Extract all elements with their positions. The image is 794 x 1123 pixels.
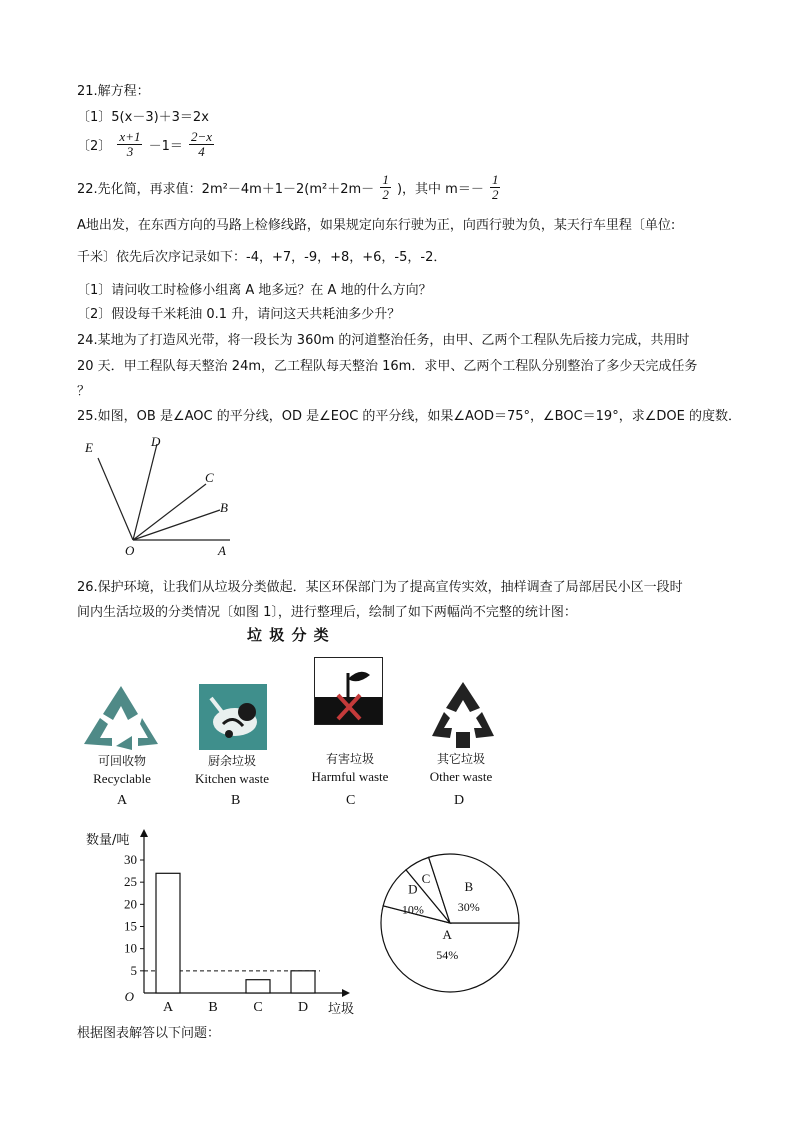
label-b: B — [220, 500, 228, 515]
y-tick-label: 25 — [124, 874, 137, 890]
q21-fraction-2 — [189, 130, 214, 159]
q21-part2-mid: －1＝ — [148, 139, 183, 154]
caption-d-en: Other waste — [429, 769, 493, 784]
pie-label: D — [408, 881, 418, 897]
y-tick-label: 30 — [124, 852, 137, 867]
caption-c-cn: 有害垃圾 — [325, 752, 374, 766]
x-tick-label: A — [162, 1000, 174, 1015]
q22-prefix: 22.先化简，再求值：2m²－4m＋1－2(m²＋2m－ — [77, 182, 375, 197]
bar-chart — [82, 825, 372, 1020]
q21-part2 — [77, 130, 216, 159]
letter-a: A — [117, 793, 128, 808]
panel-title: 垃 圾 分 类 — [247, 626, 330, 644]
harmful-waste-icon — [314, 657, 383, 725]
label-o: O — [125, 543, 135, 558]
letter-c: C — [346, 793, 356, 808]
origin-label: O — [124, 989, 134, 1004]
caption-b — [180, 753, 284, 787]
pie-label: B — [464, 879, 474, 895]
caption-a-cn: 可回收物 — [97, 754, 146, 768]
letter-b: B — [231, 793, 241, 808]
q21-title: 21.解方程： — [77, 84, 150, 99]
caption-b-en: Kitchen waste — [194, 771, 269, 786]
bar — [156, 873, 180, 993]
y-axis-label: 数量/吨 — [86, 833, 130, 848]
caption-b-cn: 厨余垃圾 — [207, 754, 256, 768]
bar — [291, 971, 315, 993]
x-axis-label: 垃圾 — [328, 1002, 355, 1017]
ray-oc — [133, 484, 206, 540]
letter-d: D — [454, 793, 465, 808]
ray-oe — [98, 458, 133, 540]
angle-diagram — [80, 430, 250, 560]
fraction-numerator: 2−x — [191, 129, 213, 144]
q23-sub2: 〔2〕假设每千米耗油 0.1 升，请问这天共耗油多少升？ — [77, 307, 401, 322]
caption-a-en: Recyclable — [93, 771, 151, 786]
pie-label: C — [421, 871, 431, 887]
kitchen-waste-icon — [199, 684, 267, 750]
q24-line3: ？ — [77, 384, 91, 399]
q22-line — [77, 173, 502, 202]
fraction-denominator: 2 — [382, 187, 389, 202]
fraction-denominator: 2 — [491, 187, 499, 202]
label-c: C — [205, 470, 214, 485]
x-tick-label: D — [297, 1000, 309, 1015]
fraction-denominator: 3 — [126, 144, 134, 159]
ray-ob — [133, 510, 220, 540]
q24-line1: 24.某地为了打造风光带，将一段长为 360m 的河道整治任务，由甲、乙两个工程队先后接力完成，共用时 — [77, 333, 690, 348]
q21-part1-expr: 5(x－3)＋3＝2x — [111, 110, 209, 125]
label-a: A — [218, 543, 226, 558]
ray-od — [133, 444, 157, 540]
caption-a — [72, 753, 172, 787]
bar — [246, 980, 270, 993]
fraction-numerator: 1 — [382, 172, 389, 187]
pie-percent: 30% — [457, 900, 480, 915]
y-tick-label: 5 — [130, 962, 137, 978]
y-axis-arrow-icon — [140, 829, 148, 837]
pie-chart — [375, 848, 525, 998]
pie-percent: 10% — [401, 902, 424, 917]
q21-fraction-1 — [117, 130, 142, 159]
q24-line2: 20 天．甲工程队每天整治 24m，乙工程队每天整治 16m．求甲、乙两个工程队分别整治了多少天完成任务 — [77, 359, 698, 374]
pie-percent: 54% — [436, 947, 459, 962]
y-tick-label: 15 — [124, 918, 137, 934]
recycle-icon — [82, 684, 160, 750]
caption-d — [412, 751, 510, 785]
q22-mid: )，其中 m＝－ — [396, 182, 484, 197]
q23-line2: 千米〕依先后次序记录如下：-4，+7，-9，+8，+6，-5，-2． — [77, 250, 447, 265]
fraction-numerator: 1 — [491, 172, 499, 187]
q22-fraction-2 — [490, 173, 501, 202]
q22-fraction-1 — [380, 173, 391, 202]
q23-sub1: 〔1〕请问收工时检修小组离 A 地多远？在 A 地的什么方向？ — [77, 283, 432, 298]
q26-line2: 间内生活垃圾的分类情况〔如图 1〕，进行整理后，绘制了如下两幅尚不完整的统计图： — [77, 605, 577, 620]
q23-line1: A地出发，在东西方向的马路上检修线路，如果规定向东行驶为正，向西行驶为负，某天行车里程〔单位: — [77, 218, 676, 233]
x-tick-label: B — [208, 1000, 218, 1015]
fraction-denominator: 4 — [198, 144, 205, 159]
q26-footer: 根据图表解答以下问题： — [77, 1026, 221, 1041]
label-d: D — [151, 434, 161, 449]
x-axis-arrow-icon — [342, 989, 350, 997]
y-tick-label: 20 — [124, 896, 137, 912]
caption-c-en: Harmful waste — [311, 769, 389, 784]
pie-label: A — [442, 926, 452, 942]
caption-c — [296, 751, 404, 785]
q21-part2-label: 〔2〕 — [77, 139, 112, 154]
label-e: E — [85, 440, 93, 455]
other-waste-icon — [430, 680, 496, 750]
fraction-numerator: x+1 — [119, 129, 141, 144]
caption-d-cn: 其它垃圾 — [436, 752, 485, 766]
y-tick-label: 10 — [124, 940, 137, 956]
q26-line1: 26.保护环境，让我们从垃圾分类做起．某区环保部门为了提高宣传实效，抽样调查了局部居民小区一段时 — [77, 580, 683, 595]
q21-part1-label: 〔1〕 — [77, 110, 112, 125]
x-tick-label: C — [253, 1000, 263, 1015]
q21-part1 — [77, 106, 209, 125]
q25-text: 25.如图，OB 是∠AOC 的平分线，OD 是∠EOC 的平分线，如果∠AOD＝75°，∠BOC＝19°，求∠DOE 的度数． — [77, 409, 741, 424]
